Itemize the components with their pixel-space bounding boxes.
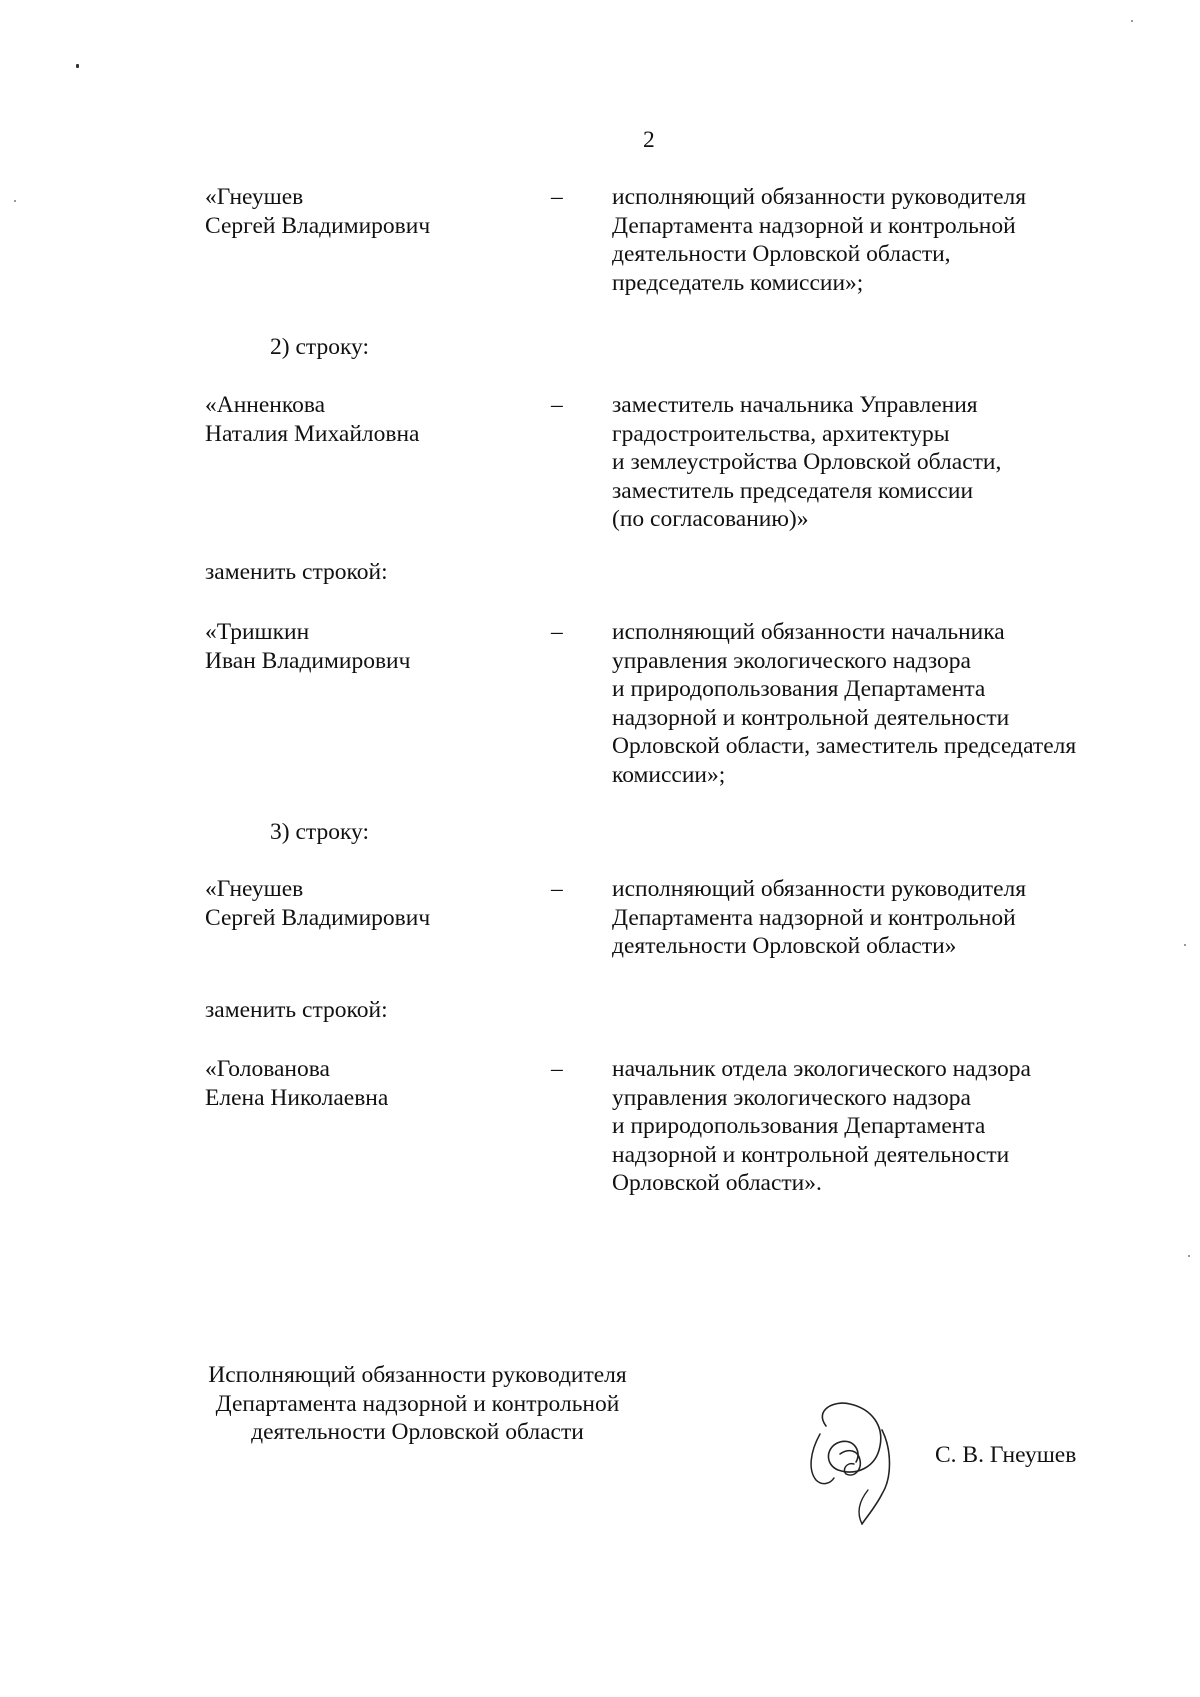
signatory-name: С. В. Гнеушев xyxy=(935,1442,1077,1468)
scan-speck xyxy=(1131,20,1133,22)
instruction-line: 2) строку: xyxy=(270,334,369,360)
entry-name: «Тришкин Иван Владимирович xyxy=(205,619,411,674)
handwritten-signature xyxy=(796,1390,914,1528)
entry-name: «Голованова Елена Николаевна xyxy=(205,1056,389,1111)
entry-description: исполняющий обязанности руководителя Департамента надзорной и контрольной деятельности Орловской области» xyxy=(612,876,1027,959)
entry-description: исполняющий обязанности руководителя Департамента надзорной и контрольной деятельности Орловской области, председатель комиссии»; xyxy=(612,184,1027,296)
entry-name: «Анненкова Наталия Михайловна xyxy=(205,392,420,447)
instruction-line: 3) строку: xyxy=(270,819,369,845)
entry-dash: – xyxy=(551,876,563,902)
entry-name: «Гнеушев Сергей Владимирович xyxy=(205,876,431,931)
entry-dash: – xyxy=(551,1056,563,1082)
entry-description: исполняющий обязанности начальника управления экологического надзора и природопользования Департамента надзорной и контрольной деятельности Орловской области, заместитель председателя комиссии»; xyxy=(612,619,1077,788)
entry-dash: – xyxy=(551,184,563,210)
scan-speck xyxy=(1184,944,1186,946)
instruction-line: заменить строкой: xyxy=(205,559,388,585)
signatory-position: Исполняющий обязанности руководителя Департамента надзорной и контрольной деятельности Орловской области xyxy=(208,1362,627,1445)
entry-description: начальник отдела экологического надзора управления экологического надзора и природопользования Департамента надзорной и контрольной деятельности Орловской области». xyxy=(612,1056,1031,1196)
entry-dash: – xyxy=(551,619,563,645)
entry-name: «Гнеушев Сергей Владимирович xyxy=(205,184,431,239)
page-number: 2 xyxy=(643,127,655,153)
scan-speck xyxy=(1188,1255,1190,1257)
scan-speck xyxy=(76,64,79,68)
instruction-line: заменить строкой: xyxy=(205,997,388,1023)
scan-speck xyxy=(14,200,16,202)
entry-dash: – xyxy=(551,392,563,418)
entry-description: заместитель начальника Управления градостроительства, архитектуры и землеустройства Орловской области, заместитель председателя комиссии (по согласованию)» xyxy=(612,392,1002,532)
